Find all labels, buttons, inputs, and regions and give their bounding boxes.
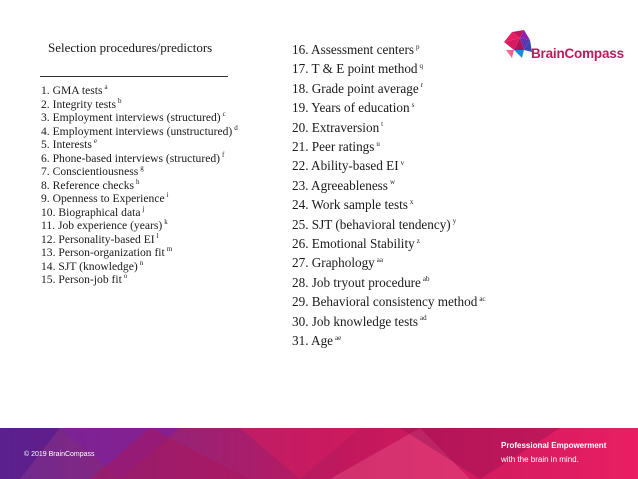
predictor-label: 14. SJT (knowledge) (41, 259, 138, 273)
footnote-marker: z (416, 236, 420, 245)
footnote-marker: m (166, 245, 173, 254)
predictor-label: 23. Agreeableness (292, 177, 388, 193)
predictor-item (41, 152, 241, 166)
predictor-item (292, 234, 512, 253)
footnote-marker: f (222, 150, 225, 159)
footnote-marker: d (234, 123, 238, 132)
tagline-title: Professional Empowerment (501, 441, 607, 450)
predictor-label: 10. Biographical data (41, 205, 141, 219)
footnote-marker: ae (335, 333, 342, 342)
predictor-label: 5. Interests (41, 138, 92, 151)
predictor-label: 18. Grade point average (292, 80, 419, 96)
predictor-label: 9. Openness to Experience (41, 192, 165, 205)
predictor-label: 8. Reference checks (41, 178, 135, 192)
logo-wordmark: BrainCompass (531, 46, 624, 61)
predictor-label: 21. Peer ratings (292, 139, 375, 155)
footnote-marker: t (381, 120, 384, 129)
predictor-item (41, 206, 241, 220)
predictor-item (292, 40, 512, 59)
brain-icon (504, 30, 532, 58)
footnote-marker: p (415, 42, 420, 51)
predictor-item (292, 312, 512, 331)
predictor-item (292, 118, 512, 137)
predictor-label: 13. Person-organization fit (41, 246, 165, 259)
predictor-label: 24. Work sample tests (292, 197, 408, 213)
footnote-marker: q (419, 62, 424, 71)
predictor-label: 30. Job knowledge tests (292, 313, 419, 329)
footer-banner (0, 428, 638, 479)
right-predictor-list (292, 40, 512, 351)
predictor-item (292, 156, 512, 175)
left-predictor-list (41, 84, 241, 287)
predictor-item (292, 98, 512, 117)
predictor-item (292, 195, 512, 214)
predictor-label: 15. Person-job fit (41, 273, 122, 286)
footnote-marker: h (136, 177, 140, 186)
predictor-label: 22. Ability-based EI (292, 158, 399, 174)
footnote-marker: k (164, 218, 168, 227)
predictor-item (41, 84, 241, 98)
predictor-label: 25. SJT (behavioral tendency) (292, 216, 451, 232)
predictor-item (41, 125, 241, 139)
predictor-label: 16. Assessment centers (292, 42, 414, 57)
footnote-marker: j (142, 204, 145, 213)
footnote-marker: w (389, 178, 396, 187)
header-divider (40, 76, 228, 77)
predictor-item (292, 137, 512, 156)
footnote-marker: e (93, 137, 97, 146)
predictor-label: 12. Personality-based EI (41, 232, 155, 246)
footnote-marker: u (376, 139, 380, 148)
predictor-item (292, 253, 512, 272)
predictor-item (41, 219, 241, 233)
footnote-marker: ad (420, 314, 427, 323)
footnote-marker: i (166, 191, 169, 200)
predictor-item (41, 260, 241, 274)
predictor-label: 11. Job experience (years) (41, 219, 163, 232)
predictor-label: 31. Age (292, 333, 334, 349)
footnote-marker: o (123, 272, 128, 281)
footnote-marker: x (409, 197, 414, 206)
predictor-item (41, 192, 241, 206)
predictor-label: 3. Employment interviews (structured) (41, 111, 221, 124)
predictor-label: 4. Employment interviews (unstructured) (41, 124, 233, 138)
predictor-label: 6. Phone-based interviews (structured) (41, 151, 221, 165)
predictor-label: 7. Conscientiousness (41, 165, 139, 178)
predictor-label: 20. Extraversion (292, 119, 380, 135)
footnote-marker: v (400, 159, 405, 168)
footnote-marker: a (104, 83, 108, 92)
predictor-label: 29. Behavioral consistency method (292, 294, 478, 310)
predictor-item (41, 273, 241, 287)
copyright-text: © 2019 BrainCompass (24, 451, 95, 458)
footnote-marker: b (118, 96, 122, 105)
tagline-subtitle: with the brain in mind. (501, 455, 579, 464)
footnote-marker: l (156, 231, 159, 240)
footnote-marker: aa (376, 256, 383, 265)
footnote-marker: s (411, 100, 415, 109)
left-column-header: Selection procedures/predictors (48, 40, 213, 55)
predictor-label: 26. Emotional Stability (292, 236, 415, 252)
predictor-label: 1. GMA tests (41, 84, 103, 97)
predictor-item (292, 59, 512, 78)
predictor-item (292, 331, 512, 350)
predictor-item (41, 138, 241, 152)
predictor-item (292, 79, 512, 98)
predictor-label: 19. Years of education (292, 100, 410, 116)
predictor-item (41, 165, 241, 179)
predictor-item (292, 292, 512, 311)
footnote-marker: r (420, 81, 424, 90)
predictor-item (41, 111, 241, 125)
predictor-item (41, 98, 241, 112)
footnote-marker: n (139, 258, 144, 267)
predictor-item (41, 179, 241, 193)
predictor-item (41, 246, 241, 260)
predictor-item (41, 233, 241, 247)
footnote-marker: ac (479, 294, 486, 303)
footnote-marker: c (222, 110, 226, 119)
predictor-item (292, 273, 512, 292)
footnote-marker: ab (422, 275, 430, 284)
predictor-label: 17. T & E point method (292, 61, 418, 77)
predictor-item (292, 215, 512, 234)
footnote-marker: y (452, 217, 457, 226)
predictor-label: 27. Graphology (292, 255, 375, 271)
predictor-label: 2. Integrity tests (41, 97, 117, 111)
predictor-label: 28. Job tryout procedure (292, 274, 421, 290)
footnote-marker: g (140, 164, 144, 173)
predictor-item (292, 176, 512, 195)
